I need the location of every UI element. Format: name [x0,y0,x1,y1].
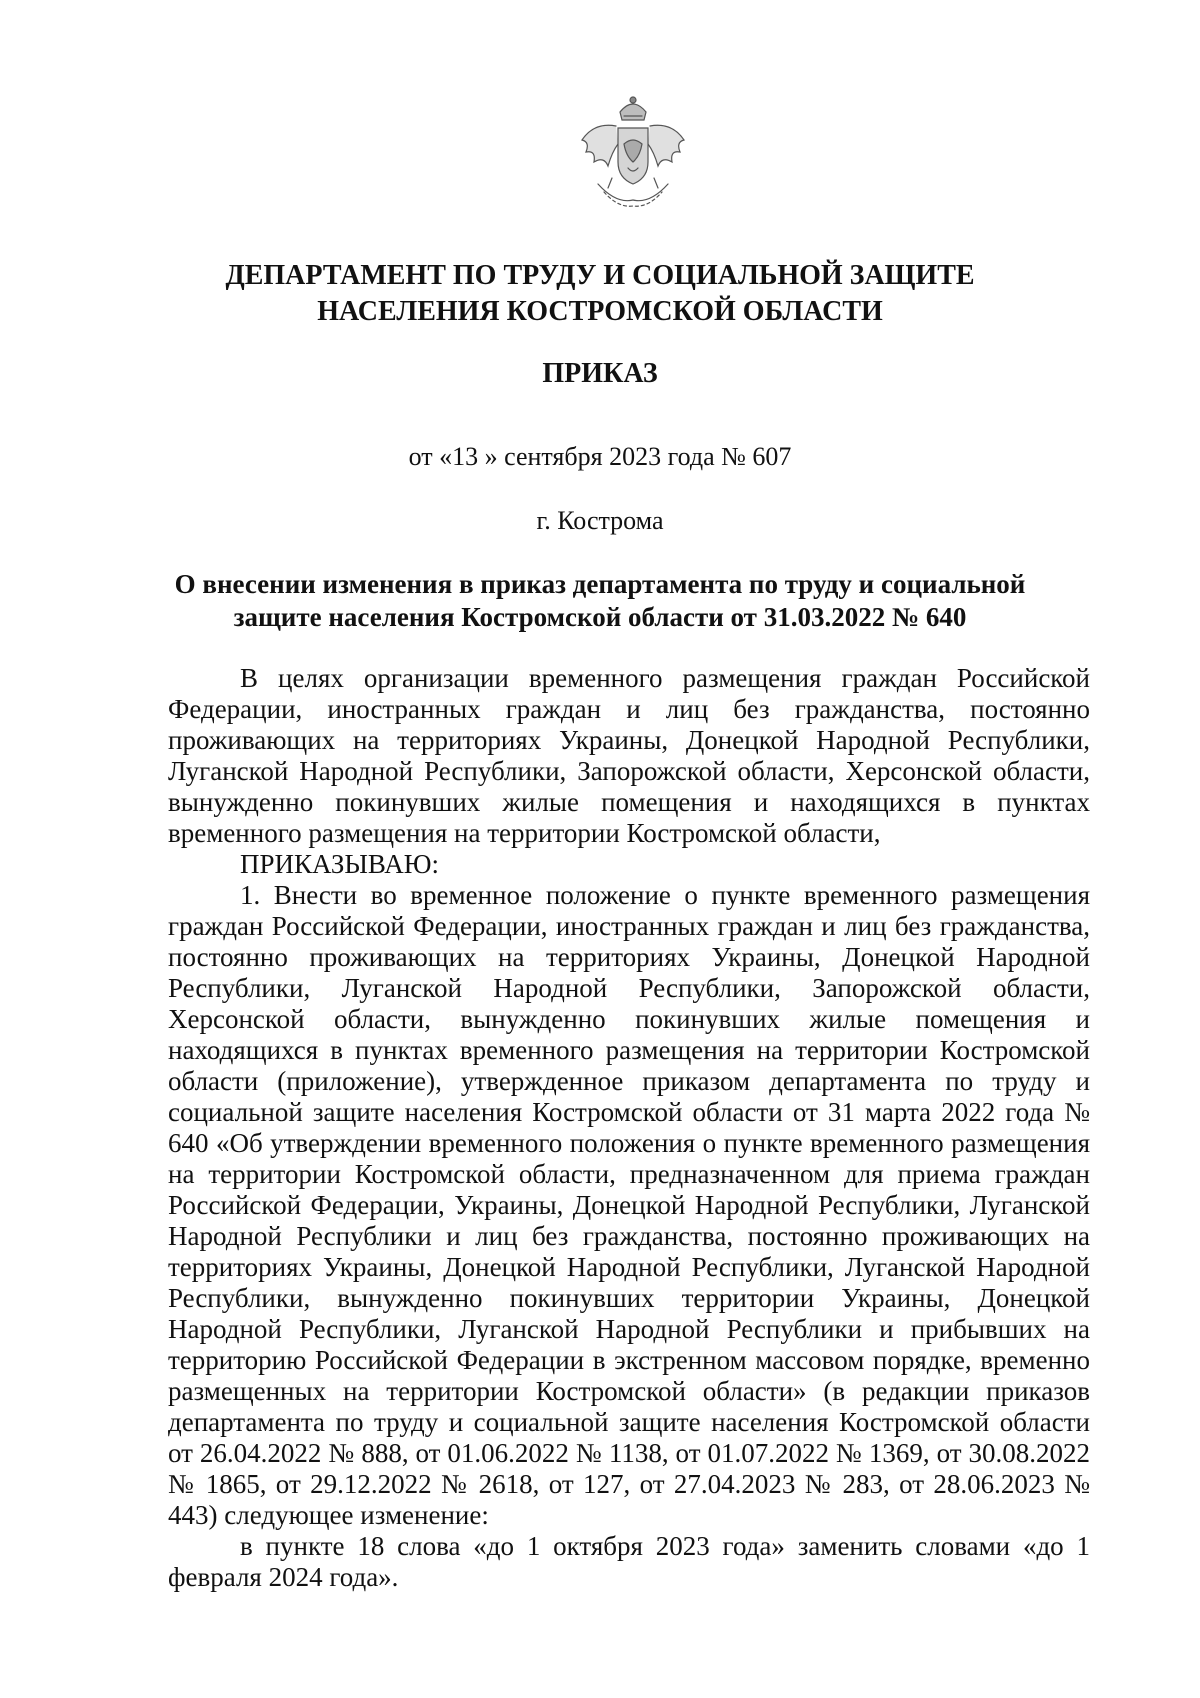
order-body [168,663,1090,1593]
order-word: ПРИКАЗЫВАЮ: [240,849,439,879]
subject-line-2: защите населения Костромской области от 31.03.2022 № 640 [233,602,967,632]
item-1-change-paragraph: в пункте 18 слова «до 1 октября 2023 года» заменить словами «до 1 февраля 2024 года». [168,1531,1090,1592]
document-type-title: ПРИКАЗ [542,358,658,389]
department-name-line-1: ДЕПАРТАМЕНТ ПО ТРУДУ И СОЦИАЛЬНОЙ ЗАЩИТЕ [225,260,975,291]
city-name: г. Кострома [536,506,664,535]
coat-of-arms-icon [568,92,698,212]
subject-line-1: О внесении изменения в приказ департамента по труду и социальной [174,569,1026,599]
department-name-line-2: НАСЕЛЕНИЯ КОСТРОМСКОЙ ОБЛАСТИ [317,296,883,327]
order-date-number: от «13 » сентября 2023 года № 607 [408,442,792,471]
preamble-paragraph: В целях организации временного размещения граждан Российской Федерации, иностранных граждан и лиц без гражданства, постоянно проживающих на территориях Украины, Донецкой Народной Республики, Луганской Народной Республики, Запорожской области, Херсонской области, вынужденно покинувших жилые помещения и находящихся в пунктах временного размещения на территории Костромской области, [168,663,1090,848]
item-1-paragraph: 1. Внести во временное положение о пункте временного размещения граждан Российской Федерации, иностранных граждан и лиц без гражданства, постоянно проживающих на территориях Украины, Донецкой Народной Республики, Луганской Народной Республики, Запорожской области, Херсонской области, вынужденно покинувших жилые помещения и находящихся в пунктах временного размещения на территории Костромской области (приложение), утвержденное приказом департамента по труду и социальной защите населения Костромской области от 31 марта 2022 года № 640 «Об утверждении временного положения о пункте временного размещения на территории Костромской области, предназначенном для приема граждан Российской Федерации, Украины, Донецкой Народной Республики, Луганской Народной Республики и лиц без гражданства, постоянно проживающих на территориях Украины, Донецкой Народной Республики, Луганской Народной Республики, вынужденно покинувших территории Украины, Донецкой Народной Республики, Луганской Народной Республики и прибывших на территорию Российской Федерации в экстренном массовом порядке, временно размещенных на территории Костромской области» (в редакции приказов департамента по труду и социальной защите населения Костромской области от 26.04.2022 № 888, от 01.06.2022 № 1138, от 01.07.2022 № 1369, от 30.08.2022 № 1865, от 29.12.2022 № 2618, от 127, от 27.04.2023 № 283, от 28.06.2023 № 443) следующее изменение: [168,880,1090,1530]
